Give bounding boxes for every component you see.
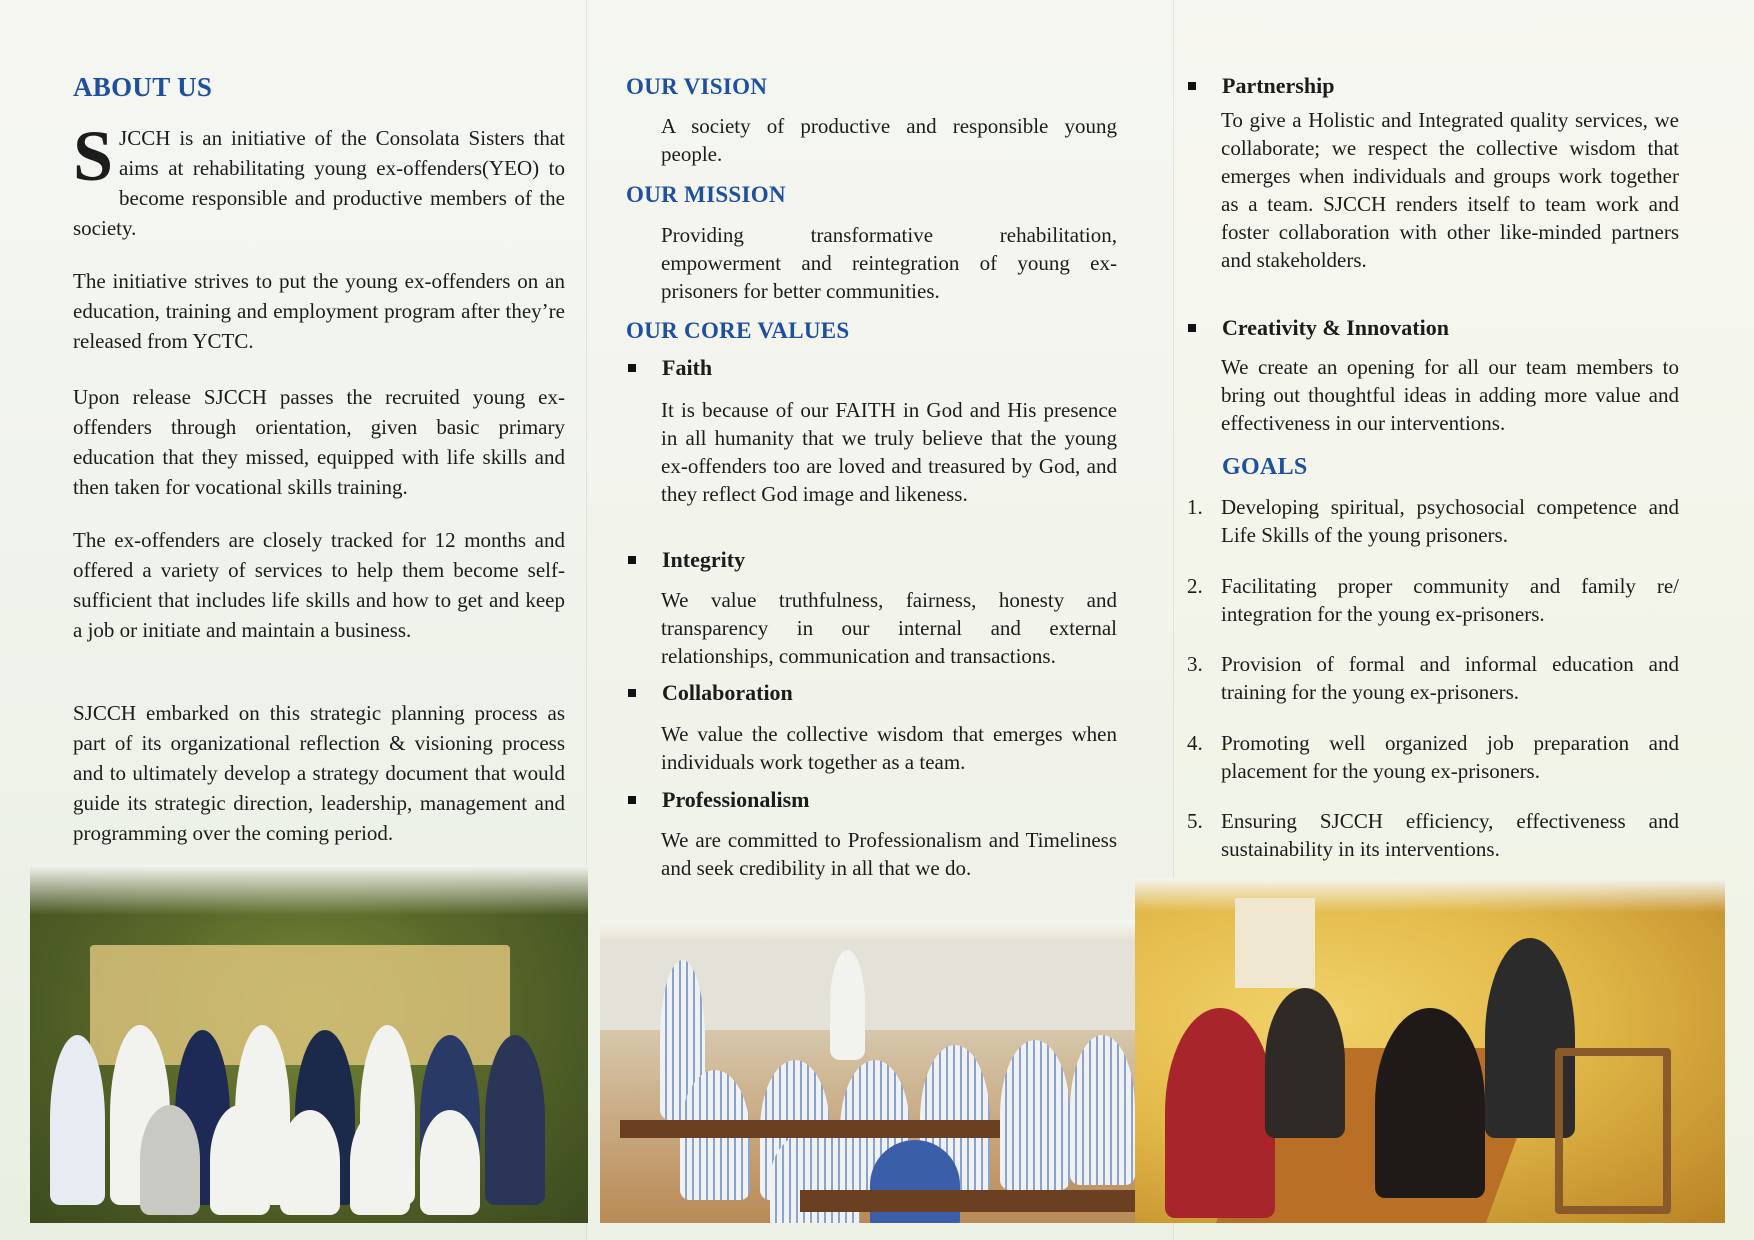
drop-cap-letter: S — [73, 116, 114, 196]
wall-poster — [1235, 898, 1315, 988]
about-intro-text: JCCH is an initiative of the Consolata Sisters that aims at rehabilitating young ex-offenders(YEO) to become responsible and productive members of the society. — [73, 126, 565, 240]
about-paragraph-4: The ex-offenders are closely tracked for 12 months and offered a variety of services to help them become self-sufficient that includes life skills and how to get and keep a job or initiate and maintain a business. — [73, 528, 565, 642]
value-integrity-title-row — [628, 547, 745, 573]
person-figure — [1375, 1008, 1485, 1198]
goal-number: 2. — [1187, 574, 1203, 598]
about-paragraph-2: The initiative strives to put the young ex-offenders on an education, training and employment program after they’re released from YCTC. — [73, 269, 565, 353]
workshop-photo — [1135, 878, 1725, 1223]
value-professionalism-title-row — [628, 787, 809, 813]
group-photo — [30, 865, 588, 1223]
vision-heading: OUR VISION — [626, 74, 768, 99]
person-figure — [140, 1105, 200, 1215]
bench — [620, 1120, 1000, 1138]
value-creativity-title-row — [1188, 315, 1449, 341]
about-paragraph-3: Upon release SJCCH passes the recruited young ex-offenders through orientation, given basic primary education that they missed, equipped with life skills and then taken for vocational skills training. — [73, 385, 565, 499]
person-figure — [280, 1110, 340, 1215]
bullet-icon — [628, 796, 636, 804]
person-figure — [1000, 1040, 1070, 1190]
goal-item — [1187, 807, 1679, 863]
goal-number: 1. — [1187, 495, 1203, 519]
bullet-icon — [628, 364, 636, 372]
mission-heading: OUR MISSION — [626, 182, 786, 207]
mission-text: Providing transformative rehabilitation, empowerment and reintegration of young ex-prisoners for better communities. — [661, 223, 1117, 303]
goal-number: 5. — [1187, 809, 1203, 833]
person-figure — [485, 1035, 545, 1205]
goals-heading: GOALS — [1222, 454, 1308, 480]
about-heading: ABOUT US — [73, 72, 213, 102]
person-figure — [1265, 988, 1345, 1138]
goal-item — [1187, 729, 1679, 785]
chair — [1555, 1048, 1671, 1214]
value-title: Partnership — [1222, 73, 1335, 98]
person-figure — [830, 950, 865, 1060]
bullet-icon — [1188, 324, 1196, 332]
value-faith-text: It is because of our FAITH in God and His presence in all humanity that we truly believe that the young ex-offenders too are loved and treasured by God, and they reflect God image and likeness. — [661, 398, 1117, 506]
person-figure — [350, 1110, 410, 1215]
bullet-icon — [1188, 82, 1196, 90]
value-creativity-text: We create an opening for all our team members to bring out thoughtful ideas in adding more value and effectiveness in our interventions. — [1221, 355, 1679, 435]
goal-number: 3. — [1187, 652, 1203, 676]
goal-item — [1187, 572, 1679, 628]
about-paragraph-5: SJCCH embarked on this strategic planning process as part of its organizational reflection & visioning process and to ultimately develop a strategy document that would guide its strategic direction, leadership, management and programming over the coming period. — [73, 701, 565, 845]
value-title: Faith — [662, 355, 713, 380]
bench — [800, 1190, 1135, 1212]
bullet-icon — [628, 689, 636, 697]
goal-item — [1187, 493, 1679, 549]
goal-text: Provision of formal and informal education and training for the young ex-prisoners. — [1221, 652, 1679, 704]
value-title: Professionalism — [662, 787, 810, 812]
vision-text: A society of productive and responsible young people. — [661, 114, 1117, 166]
person-figure — [210, 1105, 270, 1215]
goal-text: Promoting well organized job preparation and placement for the young ex-prisoners. — [1221, 731, 1679, 783]
value-partnership-text: To give a Holistic and Integrated quality services, we collaborate; we respect the collective wisdom that emerges when individuals and groups work together as a team. SJCCH renders itself to team work and foster collaboration with other like-minded partners and stakeholders. — [1221, 108, 1679, 272]
value-integrity-text: We value truthfulness, fairness, honesty and transparency in our internal and external relationships, communication and transactions. — [661, 588, 1117, 668]
hall-meeting-photo — [600, 920, 1135, 1223]
value-collaboration-title-row — [628, 680, 793, 706]
value-title: Collaboration — [662, 680, 793, 705]
value-title: Integrity — [662, 547, 746, 572]
person-figure — [420, 1110, 480, 1215]
core-values-heading: OUR CORE VALUES — [626, 318, 850, 343]
goal-text: Facilitating proper community and family re/ integration for the young ex-prisoners. — [1221, 574, 1679, 626]
value-partnership-title-row — [1188, 73, 1334, 99]
value-faith-title-row — [628, 355, 712, 381]
value-professionalism-text: We are committed to Professionalism and Timeliness and seek credibility in all that we do. — [661, 828, 1117, 880]
goal-text: Developing spiritual, psychosocial competence and Life Skills of the young prisoners. — [1221, 495, 1679, 547]
person-figure — [50, 1035, 105, 1205]
goal-text: Ensuring SJCCH efficiency, effectiveness and sustainability in its interventions. — [1221, 809, 1679, 861]
person-figure — [1165, 1008, 1275, 1218]
person-figure — [1070, 1035, 1135, 1185]
value-title: Creativity & Innovation — [1222, 315, 1449, 340]
goal-number: 4. — [1187, 731, 1203, 755]
about-intro — [73, 116, 565, 243]
goal-item — [1187, 650, 1679, 706]
bullet-icon — [628, 556, 636, 564]
value-collaboration-text: We value the collective wisdom that emerges when individuals work together as a team. — [661, 722, 1117, 774]
